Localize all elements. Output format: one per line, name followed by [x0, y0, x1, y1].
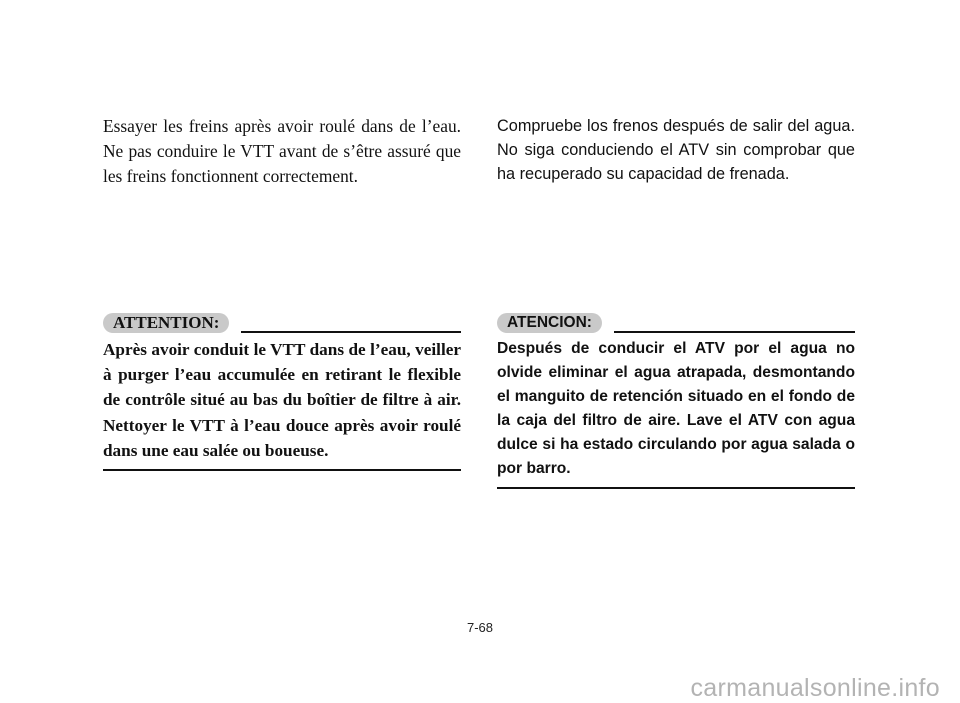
page-number: 7-68 — [466, 620, 494, 635]
spanish-atencion-notice — [497, 311, 855, 489]
spanish-intro-text: Compruebe los frenos después de salir del agua. No siga conduciendo el ATV sin comprobar que ha recuperado su capacidad de frenada. — [497, 117, 855, 183]
french-attention-notice — [103, 311, 461, 471]
spanish-notice-header — [497, 311, 855, 333]
french-notice-end-rule — [103, 469, 461, 471]
french-notice-header-rule — [241, 331, 461, 333]
french-notice-header — [103, 311, 461, 333]
watermark: carmanualsonline.info — [690, 674, 940, 702]
french-intro-text: Essayer les freins après avoir roulé dans de l’eau. Ne pas conduire le VTT avant de s’être assuré que les freins fonctionnent correctement. — [103, 116, 461, 186]
spanish-notice-header-rule — [614, 331, 855, 333]
spanish-notice-end-rule — [497, 487, 855, 489]
spanish-intro-block — [497, 114, 855, 186]
spanish-notice-label: ATENCION: — [497, 313, 602, 333]
french-notice-label: ATTENTION: — [103, 313, 229, 333]
spanish-notice-text: Después de conducir el ATV por el agua no olvide eliminar el agua atrapada, desmontando el manguito de retención situado en el fondo de la caja del filtro de aire. Lave el ATV con agua dulce si ha estado circulando por agua salada o por barro. — [497, 340, 855, 477]
french-intro-block — [103, 114, 461, 189]
french-notice-text: Après avoir conduit le VTT dans de l’eau, veiller à purger l’eau accumulée en retirant le flexible de contrôle situé au bas du boîtier de filtre à air. Nettoyer le VTT à l’eau douce après avoir roulé dans une eau salée ou boueuse. — [103, 340, 461, 460]
